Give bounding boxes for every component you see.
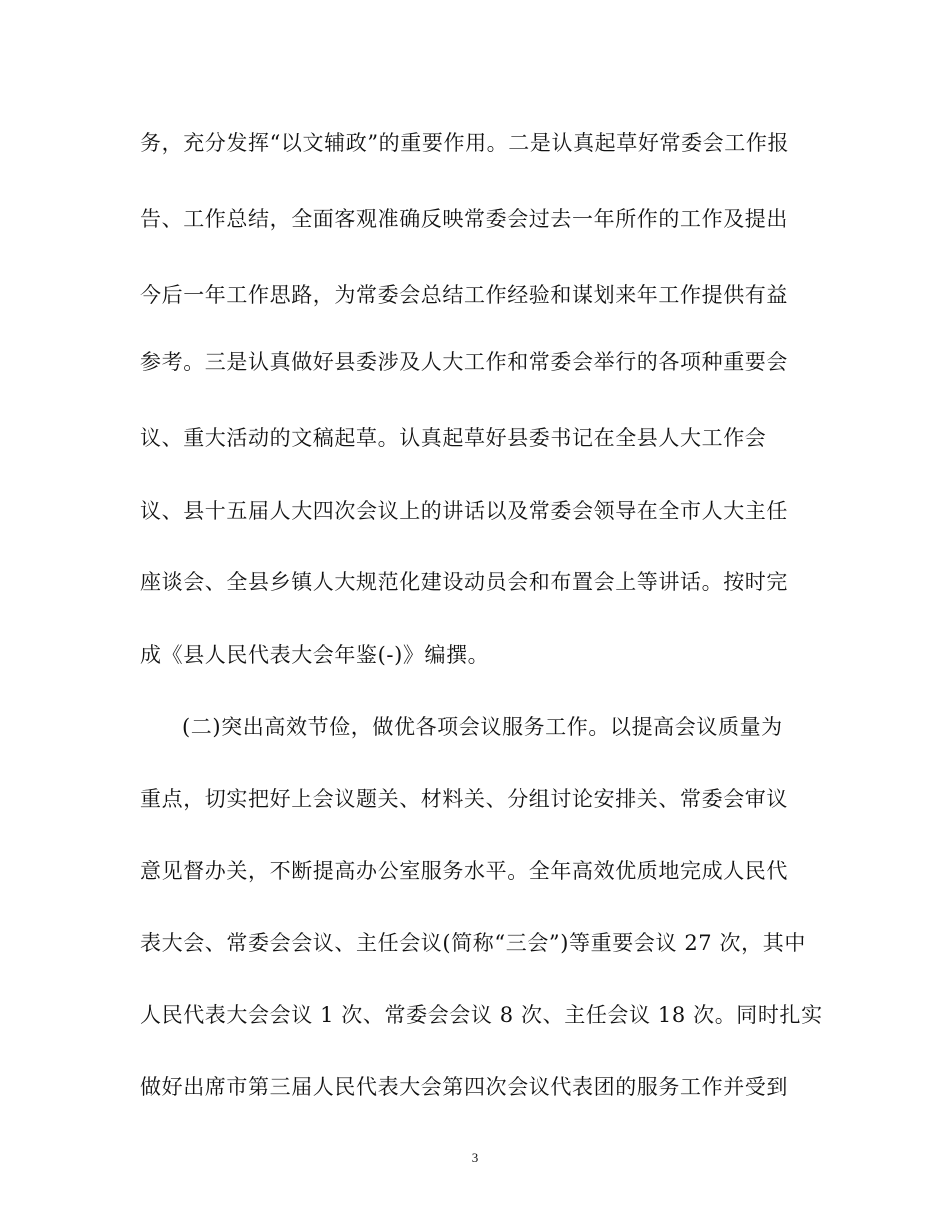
text-line: 重点，切实把好上会议题关、材料关、分组讨论安排关、常委会审议 xyxy=(140,787,788,811)
text-line: 告、工作总结，全面客观准确反映常委会过去一年所作的工作及提出 xyxy=(140,207,788,231)
text-line: 做好出席市第三届人民代表大会第四次会议代表团的服务工作并受到 xyxy=(140,1075,788,1099)
text-line: 座谈会、全县乡镇人大规范化建设动员会和布置会上等讲话。按时完 xyxy=(140,570,788,594)
page-number: 3 xyxy=(471,1150,479,1165)
text-line: 今后一年工作思路，为常委会总结工作经验和谋划来年工作提供有益 xyxy=(140,283,788,307)
text-line: 成《县人民代表大会年鉴(-)》编撰。 xyxy=(140,643,490,667)
text-line: 务，充分发挥“以文辅政”的重要作用。二是认真起草好常委会工作报 xyxy=(140,131,790,155)
text-line: 意见督办关，不断提高办公室服务水平。全年高效优质地完成人民代 xyxy=(140,859,788,883)
text-line: 表大会、常委会会议、主任会议(简称“三会”)等重要会议 27 次，其中 xyxy=(140,931,806,955)
text-line: 议、县十五届人大四次会议上的讲话以及常委会领导在全市人大主任 xyxy=(140,499,788,523)
text-line: 议、重大活动的文稿起草。认真起草好县委书记在全县人大工作会 xyxy=(140,426,767,450)
text-line: 参考。三是认真做好县委涉及人大工作和常委会举行的各项种重要会 xyxy=(140,350,788,374)
paragraph-start-line: (二)突出高效节俭，做优各项会议服务工作。以提高会议质量为 xyxy=(182,715,783,739)
text-line: 人民代表大会会议 1 次、常委会会议 8 次、主任会议 18 次。同时扎实 xyxy=(140,1003,823,1027)
